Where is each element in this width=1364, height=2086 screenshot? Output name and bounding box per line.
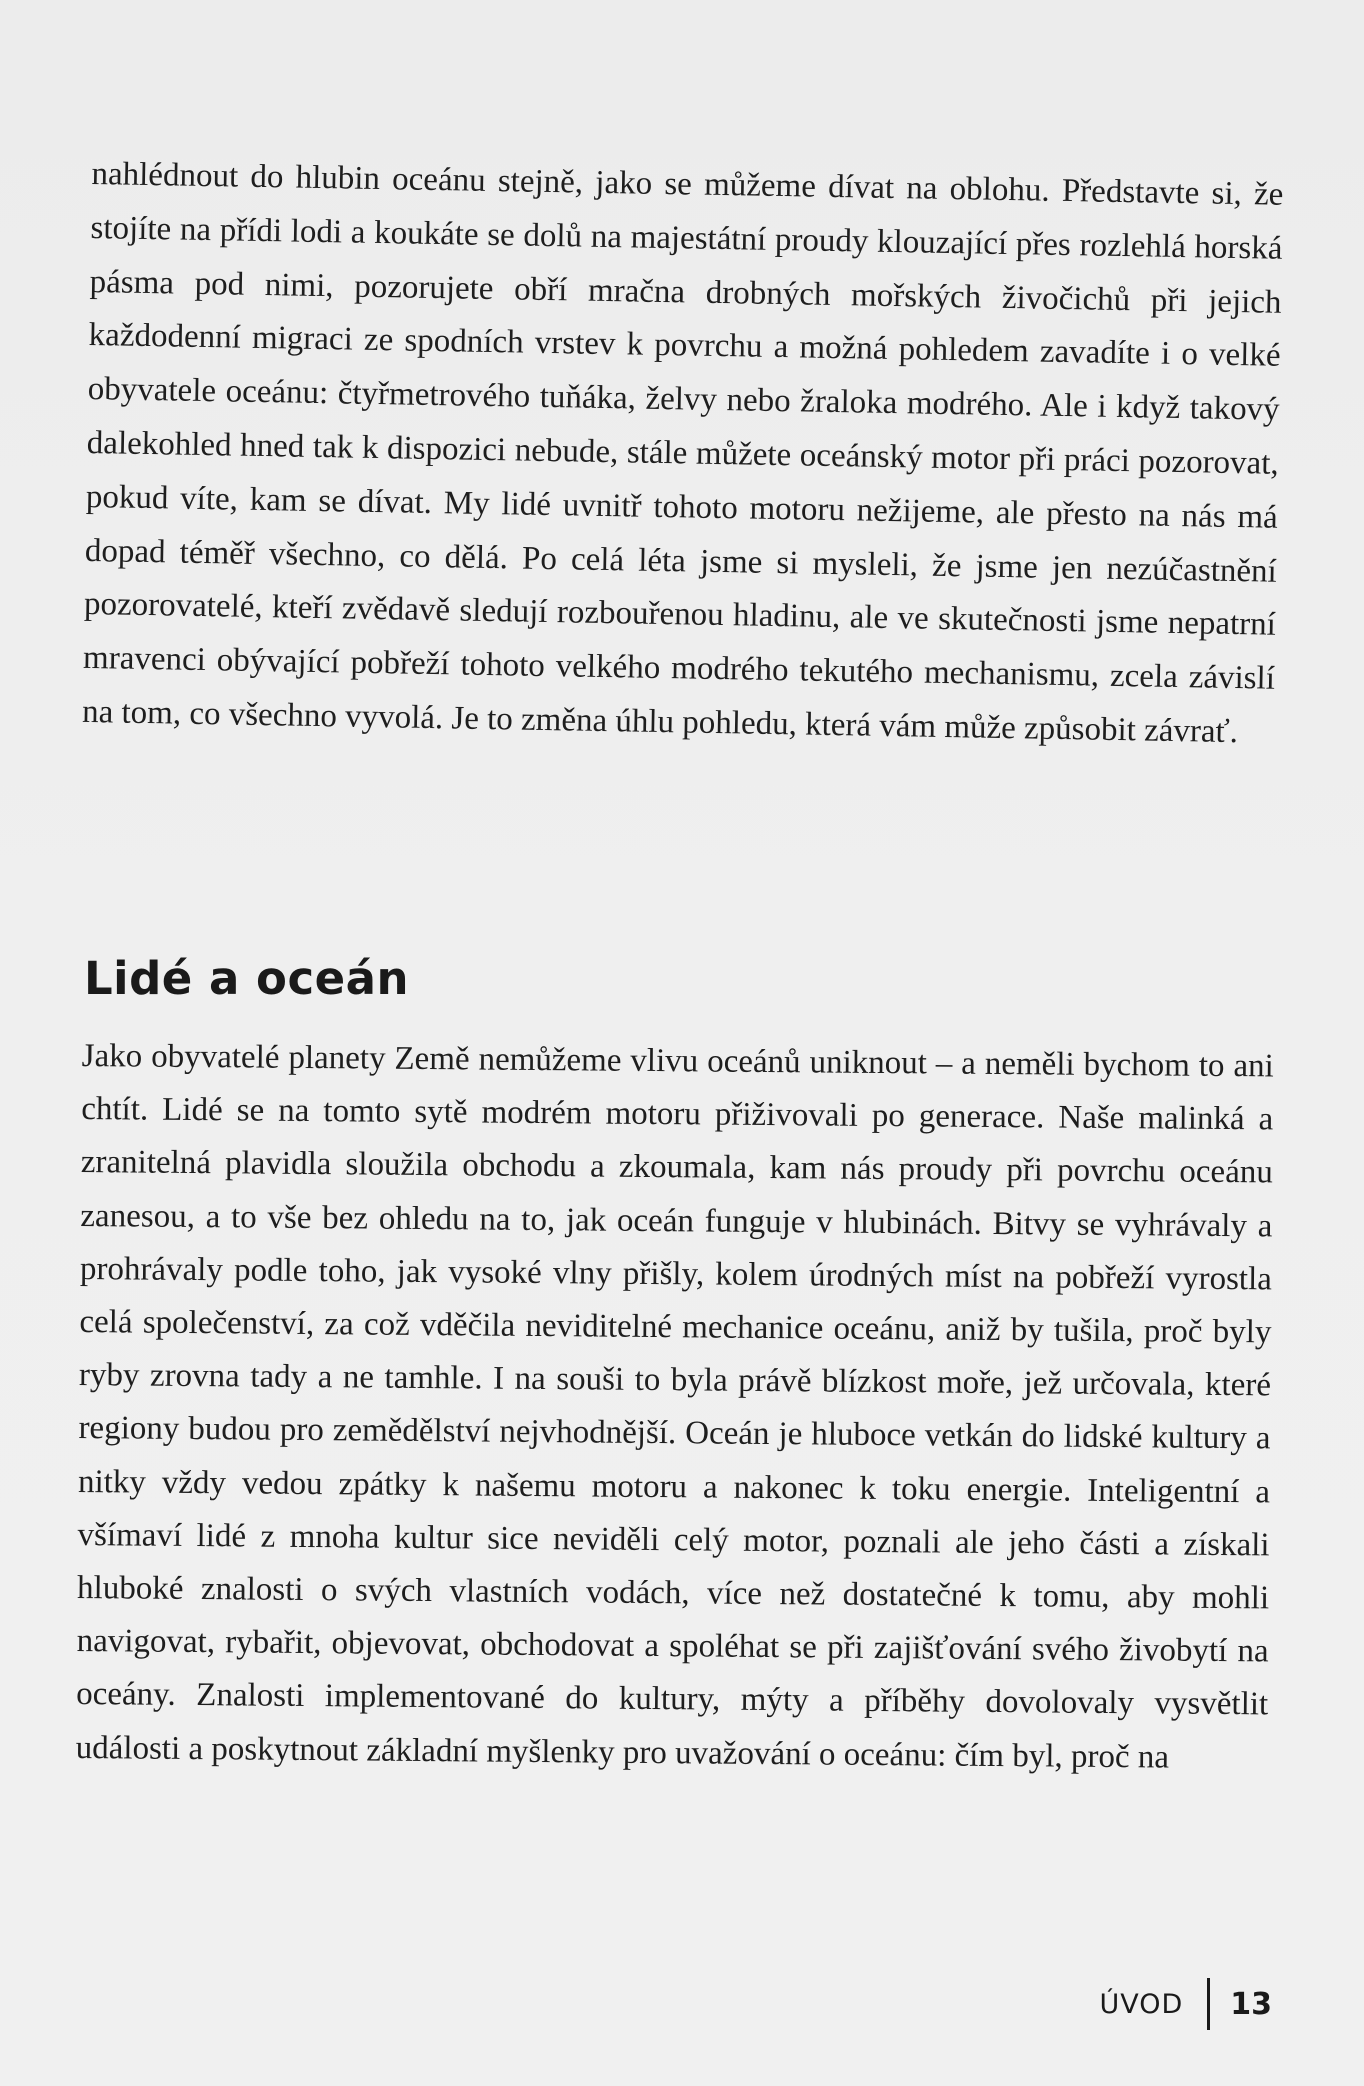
body-paragraph-2: Jako obyvatelé planety Země nemůžeme vlivu oceánů uniknout – a neměli bychom to ani chtít. Lidé se na tomto sytě modrém motoru přiživovali po generace. Naše malinká a zranitelná plavidla sloužila obchodu a zkoumala, kam nás proudy při povrchu oceánu zanesou, a to vše bez ohledu na to, jak oceán funguje v hlubinách. Bitvy se vyhrávaly a prohrávaly podle toho, jak vysoké vlny přišly, kolem úrodných míst na pobřeží vyrostla celá společenství, za což vděčila neviditelné mechanice oceánu, aniž by tušila, proč byly ryby zrovna tady a ne tamhle. I na souši to byla právě blízkost moře, jež určovala, které regiony budou pro zemědělství nejvhodnější. Oceán je hluboce vetkán do lidské kultury a nitky vždy vedou zpátky k našemu motoru a nakonec k toku energie. Inteligentní a všímaví lidé z mnoha kultur sice neviděli celý motor, poznali ale jeho části a získali hluboké znalosti o svých vlastních vodách, více než dostatečné k tomu, aby mohli navigovat, rybařit, objevovat, obchodovat a spoléhat se při zajišťování svého živobytí na oceány. Znalosti implementované do kultury, mýty a příběhy dovolovaly vysvětlit události a poskytnout základní myšlenky pro uvažování o oceánu: čím byl, proč na: [75, 1037, 1274, 1776]
page-number: 13: [1230, 1986, 1272, 2022]
page-footer: [1099, 1978, 1272, 2030]
section-heading: Lidé a oceán: [84, 952, 410, 1005]
footer-section-label: ÚVOD: [1099, 1988, 1184, 2020]
body-paragraph-1: nahlédnout do hlubin oceánu stejně, jako se můžeme dívat na oblohu. Představte si, že stojíte na přídi lodi a koukáte se dolů na majestátní proudy klouzající přes rozlehlá horská pásma pod nimi, pozorujete obří mračna drobných mořských živočichů při jejich každodenní migraci ze spodních vrstev k povrchu a možná pohledem zavadíte i o velké obyvatele oceánu: čtyřmetrového tuňáka, želvy nebo žraloka modrého. Ale i když takový dalekohled hned tak k dispozici nebude, stále můžete oceánský motor při práci pozorovat, pokud víte, kam se dívat. My lidé uvnitř tohoto motoru nežijeme, ale přesto na nás má dopad téměř všechno, co dělá. Po celá léta jsme si mysleli, že jsme jen nezúčastnění pozorovatelé, kteří zvědavě sledují rozbouřenou hladinu, ale ve skutečnosti jsme nepatrní mravenci obývající pobřeží tohoto velkého modrého tekutého mechanismu, zcela závislí na tom, co všechno vyvolá. Je to změna úhlu pohledu, která vám může způsobit závrať.: [81, 155, 1284, 751]
footer-divider: [1207, 1978, 1210, 2030]
